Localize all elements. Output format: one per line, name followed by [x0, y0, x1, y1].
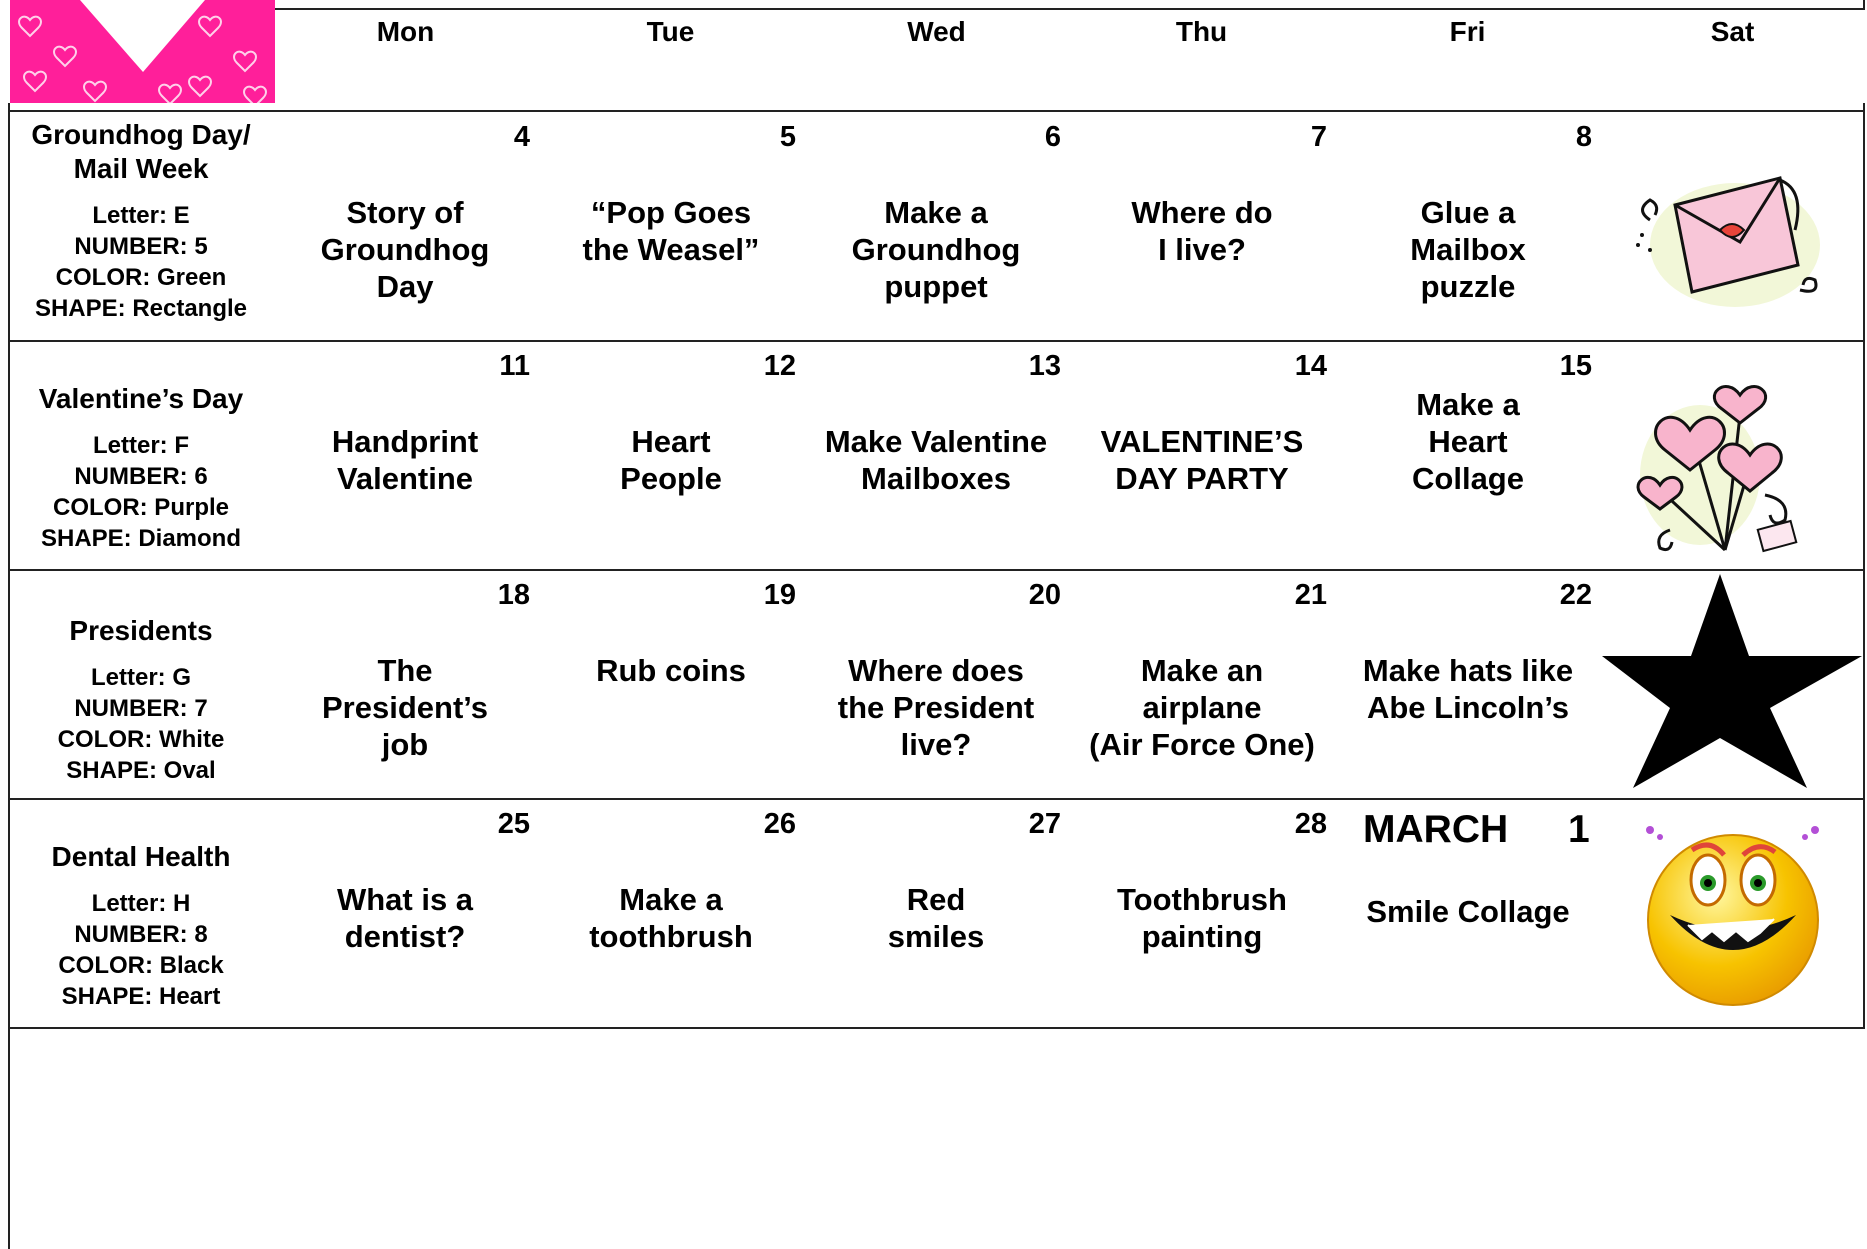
- week-theme: [10, 118, 272, 324]
- activity-line: DAY PARTY: [1115, 461, 1289, 496]
- day-number: 4: [513, 121, 530, 153]
- row-divider-5: [8, 1027, 1865, 1029]
- day-number: 11: [499, 350, 530, 382]
- day-header-tue: Tue: [646, 16, 695, 47]
- theme-number: NUMBER: 6: [74, 463, 208, 490]
- activity-line: Make an: [1140, 653, 1264, 688]
- row-divider-1: [8, 110, 1865, 112]
- activity-line: I live?: [1158, 232, 1246, 267]
- activity-line: Glue a: [1420, 195, 1516, 230]
- theme-title: Mail Week: [73, 153, 209, 184]
- day-header-thu: Thu: [1175, 16, 1228, 47]
- activity-text: [540, 652, 802, 689]
- activity-text: [805, 194, 1067, 305]
- day-number: 8: [1575, 121, 1592, 153]
- activity-line: Red: [906, 882, 966, 917]
- day-number: 21: [1294, 579, 1327, 611]
- activity-text: [540, 194, 802, 268]
- activity-line: live?: [900, 727, 972, 762]
- day-header-fri: Fri: [1449, 16, 1486, 47]
- activity-line: Smile Collage: [1366, 894, 1570, 929]
- theme-shape: SHAPE: Rectangle: [34, 295, 248, 322]
- theme-number: NUMBER: 7: [74, 695, 208, 722]
- activity-line: job: [381, 727, 429, 762]
- day-number: 28: [1294, 808, 1327, 840]
- activity-line: Make a: [619, 882, 723, 917]
- day-number: 22: [1559, 579, 1592, 611]
- row-divider-2: [8, 340, 1865, 342]
- activity-line: Rub coins: [596, 653, 746, 688]
- activity-line: the Weasel”: [582, 232, 760, 267]
- theme-shape: SHAPE: Diamond: [40, 525, 241, 552]
- day-number: 25: [497, 808, 530, 840]
- activity-line: President’s: [322, 690, 488, 725]
- day-number: 15: [1559, 350, 1592, 382]
- theme-color: COLOR: Black: [58, 952, 224, 979]
- day-number: 14: [1294, 350, 1327, 382]
- activity-line: puppet: [884, 269, 988, 304]
- theme-letter: Letter: F: [93, 432, 189, 459]
- activity-line: The: [377, 653, 433, 688]
- activity-line: Mailboxes: [861, 461, 1011, 496]
- activity-line: Mailbox: [1410, 232, 1526, 267]
- row-divider-4: [8, 798, 1865, 800]
- love-letter-icon: [1630, 150, 1830, 320]
- theme-shape: SHAPE: Heart: [61, 983, 221, 1010]
- day-number: 12: [763, 350, 796, 382]
- activity-line: Toothbrush: [1117, 882, 1287, 917]
- activity-line: Handprint: [331, 424, 479, 459]
- activity-line: Where do: [1131, 195, 1273, 230]
- theme-letter: Letter: H: [91, 890, 191, 917]
- activity-line: puzzle: [1420, 269, 1516, 304]
- activity-line: People: [620, 461, 722, 496]
- week-theme: [10, 840, 272, 1012]
- activity-text: [274, 652, 536, 763]
- theme-number: NUMBER: 5: [74, 233, 208, 260]
- activity-text: [805, 652, 1067, 763]
- activity-line: dentist?: [344, 919, 466, 954]
- activity-line: “Pop Goes: [590, 195, 752, 230]
- activity-line: Groundhog: [320, 232, 490, 267]
- right-border: [1863, 103, 1865, 1028]
- activity-line: Story of: [346, 195, 464, 230]
- activity-text: [1337, 194, 1599, 305]
- theme-title: Dental Health: [51, 841, 231, 872]
- activity-line: Collage: [1412, 461, 1524, 496]
- activity-text: [540, 881, 802, 955]
- day-number: 1: [1568, 808, 1590, 851]
- theme-number: NUMBER: 8: [74, 921, 208, 948]
- heart-balloons-icon: [1630, 355, 1830, 565]
- activity-text: [1337, 652, 1599, 726]
- activity-line: Make Valentine: [824, 424, 1048, 459]
- theme-title: Valentine’s Day: [38, 383, 244, 414]
- activity-line: Heart: [631, 424, 711, 459]
- star-icon: [1602, 572, 1864, 788]
- activity-line: Abe Lincoln’s: [1366, 690, 1570, 725]
- activity-text: [805, 423, 1067, 497]
- activity-text: [1337, 386, 1599, 497]
- activity-line: What is a: [336, 882, 474, 917]
- activity-text: [805, 881, 1067, 955]
- theme-title: Presidents: [69, 615, 213, 646]
- theme-letter: Letter: E: [92, 202, 190, 229]
- theme-shape: SHAPE: Oval: [66, 757, 216, 784]
- activity-text: [274, 194, 536, 305]
- theme-color: COLOR: White: [57, 726, 225, 753]
- activity-line: Heart: [1428, 424, 1508, 459]
- activity-line: Make a: [884, 195, 988, 230]
- activity-line: toothbrush: [589, 919, 753, 954]
- activity-text: [274, 423, 536, 497]
- activity-line: Where does: [848, 653, 1024, 688]
- activity-line: smiles: [887, 919, 985, 954]
- day-header-mon: Mon: [376, 16, 435, 47]
- activity-line: Make hats like: [1362, 653, 1574, 688]
- activity-text: [540, 423, 802, 497]
- week-theme: [10, 614, 272, 786]
- top-right-tick: [1863, 0, 1865, 10]
- activity-line: Make a: [1416, 387, 1520, 422]
- top-border: [275, 8, 1865, 10]
- activity-text: [1071, 652, 1333, 763]
- day-header-sat: Sat: [1710, 16, 1755, 47]
- activity-line: (Air Force One): [1089, 727, 1315, 762]
- day-number: 27: [1028, 808, 1061, 840]
- day-number: 26: [763, 808, 796, 840]
- activity-line: VALENTINE’S: [1100, 424, 1304, 459]
- activity-text: [1071, 881, 1333, 955]
- theme-title: Groundhog Day/: [31, 119, 251, 150]
- activity-line: Groundhog: [851, 232, 1021, 267]
- day-number: 18: [497, 579, 530, 611]
- activity-line: painting: [1141, 919, 1263, 954]
- activity-line: Valentine: [336, 461, 474, 496]
- activity-text: [1071, 194, 1333, 268]
- smiley-face-icon: [1640, 815, 1825, 1010]
- activity-line: the President: [837, 690, 1035, 725]
- week-theme: [10, 382, 272, 554]
- day-number: 5: [779, 121, 796, 153]
- hearts-pattern-image: [10, 0, 275, 103]
- theme-color: COLOR: Purple: [52, 494, 229, 521]
- day-number: 7: [1310, 121, 1327, 153]
- row-divider-3: [8, 569, 1865, 571]
- activity-text: [1337, 893, 1599, 930]
- month-label: MARCH: [1363, 808, 1509, 851]
- day-header-wed: Wed: [907, 16, 966, 47]
- activity-line: airplane: [1142, 690, 1262, 725]
- day-number: 6: [1044, 121, 1061, 153]
- day-number: 13: [1028, 350, 1061, 382]
- day-number: 19: [763, 579, 796, 611]
- day-number: 20: [1028, 579, 1061, 611]
- activity-text: [1071, 423, 1333, 497]
- activity-text: [274, 881, 536, 955]
- activity-line: Day: [376, 269, 434, 304]
- theme-color: COLOR: Green: [55, 264, 227, 291]
- theme-letter: Letter: G: [90, 664, 191, 691]
